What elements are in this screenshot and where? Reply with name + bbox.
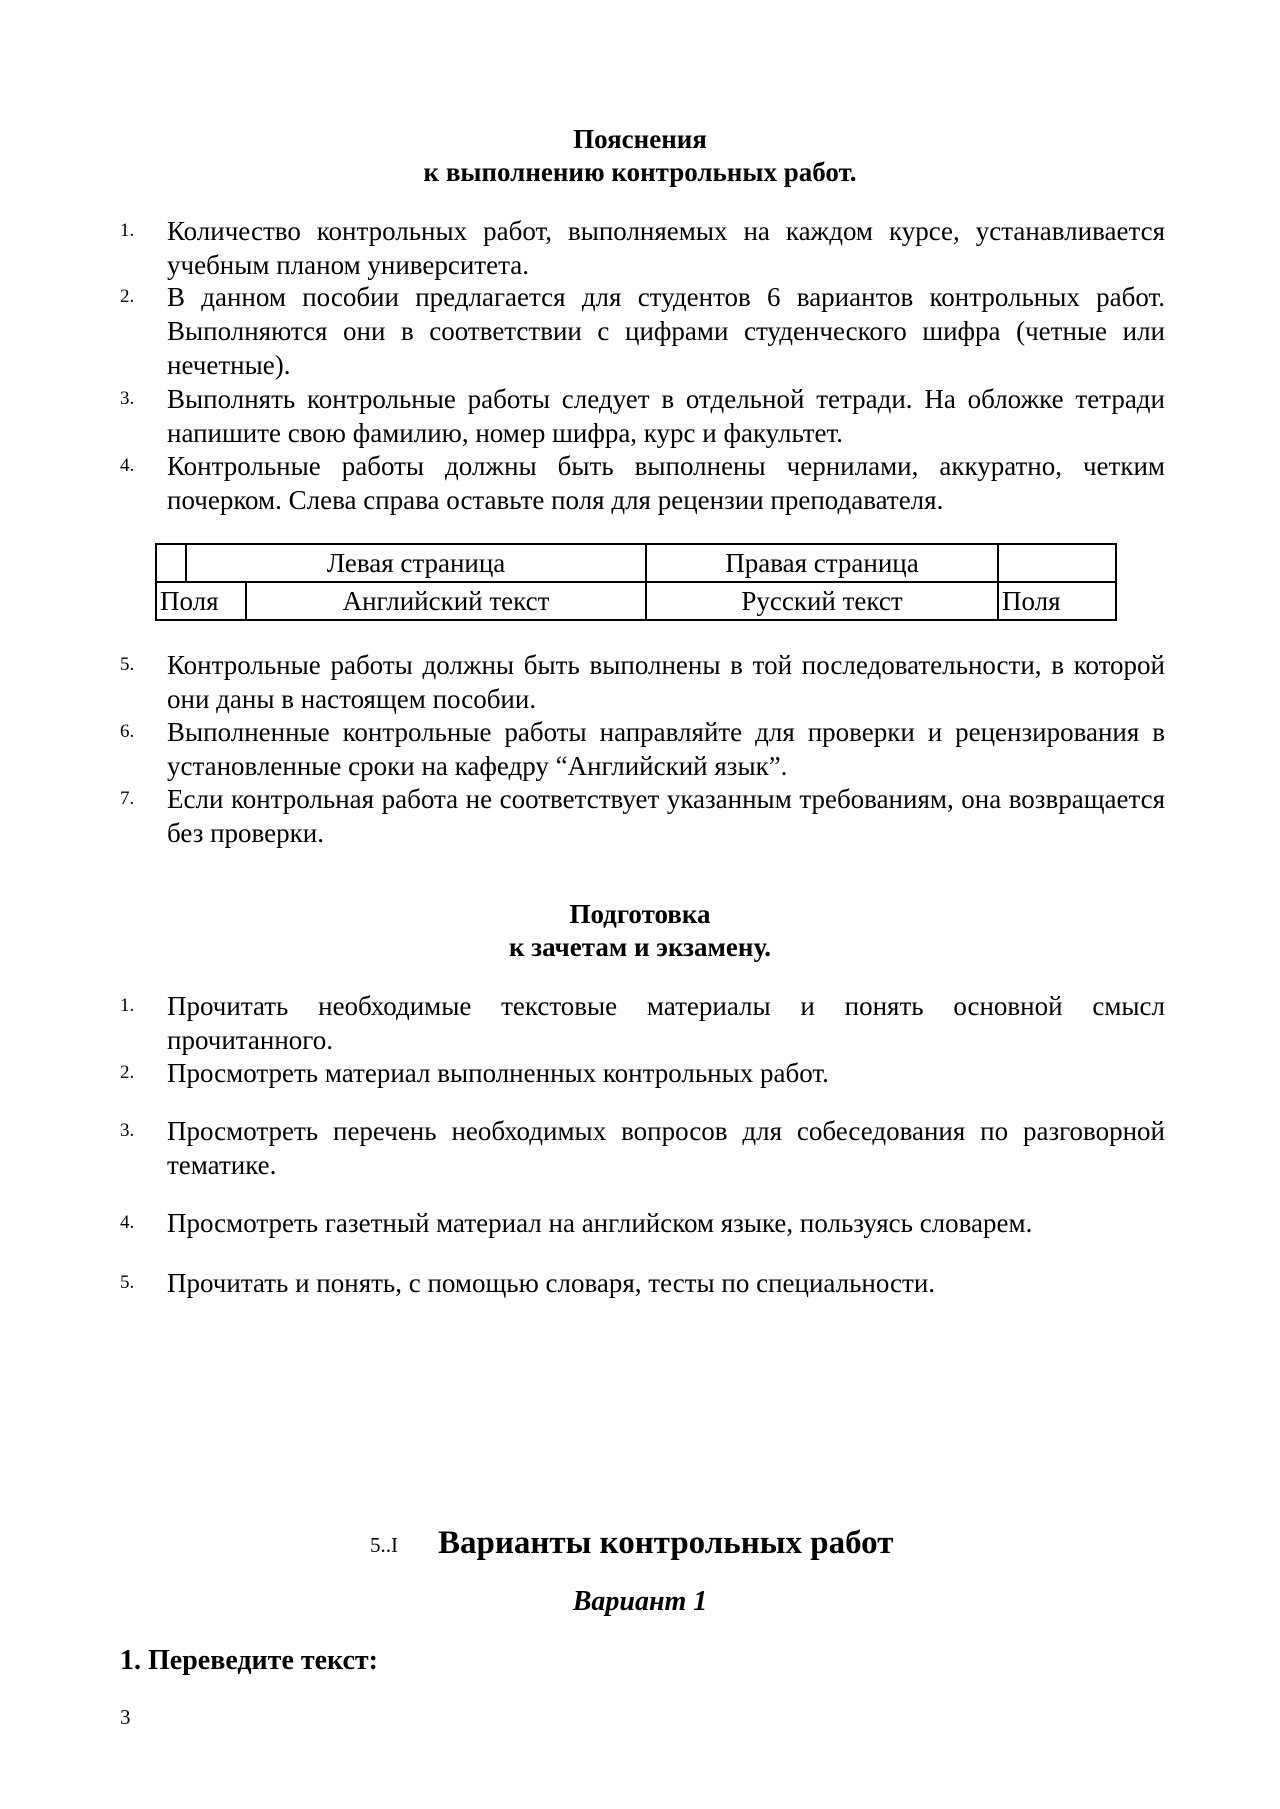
list-item-number: 7. [120, 788, 135, 809]
variant-heading: Вариант 1 [572, 1586, 708, 1617]
list-item-number: 3. [120, 1120, 135, 1141]
table-cell-right-page: Правая страница [646, 544, 998, 582]
heading-exam-preparation-line2: к зачетам и экзамену. [508, 932, 772, 962]
list-item-number: 5. [120, 654, 135, 675]
table-cell-russian-text: Русский текст [646, 582, 998, 620]
table-cell-margins-right: Поля [998, 582, 1116, 620]
table-cell-english-text: Английский текст [246, 582, 646, 620]
heading-exam-preparation [0, 898, 1280, 964]
section-title: Варианты контрольных работ [438, 1525, 894, 1561]
list-item-number: 4. [120, 455, 135, 476]
heading-explanations-line2: к выполнению контрольных работ. [423, 157, 857, 187]
section-heading [0, 1521, 1280, 1565]
table-cell-margins-left: Поля [156, 582, 246, 620]
table-cell-empty [156, 544, 186, 582]
table-row [156, 582, 1116, 620]
list-item-text: Количество контрольных работ, выполняемых на каждом курсе, устанавливается учебным планом университета. [167, 216, 1165, 280]
list-item-number: 5. [120, 1272, 135, 1293]
list-item-text: Выполненные контрольные работы направляйте для проверки и рецензирования в установленные сроки на кафедру “Английский язык”. [167, 717, 1165, 781]
list-item-number: 1. [120, 995, 135, 1016]
table-cell-empty [998, 544, 1116, 582]
list-item-text: В данном пособии предлагается для студентов 6 вариантов контрольных работ. Выполняются они в соответствии с цифрами студенческого шифра (четные или нечетные). [167, 282, 1165, 380]
list-item-text: Просмотреть газетный материал на английском языке, пользуясь словарем. [167, 1208, 1033, 1238]
table-cell-left-page: Левая страница [186, 544, 646, 582]
list-item-text: Прочитать необходимые текстовые материалы и понять основной смысл прочитанного. [167, 991, 1165, 1055]
list-item-number: 4. [120, 1212, 135, 1233]
list-item-number: 6. [120, 721, 135, 742]
list-item-text: Контрольные работы должны быть выполнены чернилами, аккуратно, четким почерком. Слева справа оставьте поля для рецензии преподавателя. [167, 451, 1165, 515]
list-item-number: 2. [120, 286, 135, 307]
list-item-number: 3. [120, 388, 135, 409]
page-layout-table [155, 543, 1117, 621]
list-item-text: Контрольные работы должны быть выполнены в той последовательности, в которой они даны в настоящем пособии. [167, 650, 1165, 714]
list-item-text: Просмотреть перечень необходимых вопросов для собеседования по разговорной тематике. [167, 1116, 1165, 1180]
section-number: 5..I [370, 1533, 398, 1557]
table-row [156, 544, 1116, 582]
list-item-number: 1. [120, 220, 135, 241]
list-item-text: Выполнять контрольные работы следует в отдельной тетради. На обложке тетради напишите свою фамилию, номер шифра, курс и факультет. [167, 384, 1165, 448]
list-item-text: Прочитать и понять, с помощью словаря, тесты по специальности. [167, 1268, 936, 1298]
heading-exam-preparation-line1: Подготовка [569, 899, 711, 929]
heading-explanations-line1: Пояснения [573, 124, 707, 154]
list-item-number: 2. [120, 1062, 135, 1083]
list-item-text: Просмотреть материал выполненных контрольных работ. [167, 1058, 829, 1088]
heading-explanations [0, 123, 1280, 189]
task-heading: 1. Переведите текст: [120, 1645, 378, 1676]
page-number: 3 [120, 1705, 131, 1729]
list-item-text: Если контрольная работа не соответствует указанным требованиям, она возвращается без проверки. [167, 784, 1165, 848]
